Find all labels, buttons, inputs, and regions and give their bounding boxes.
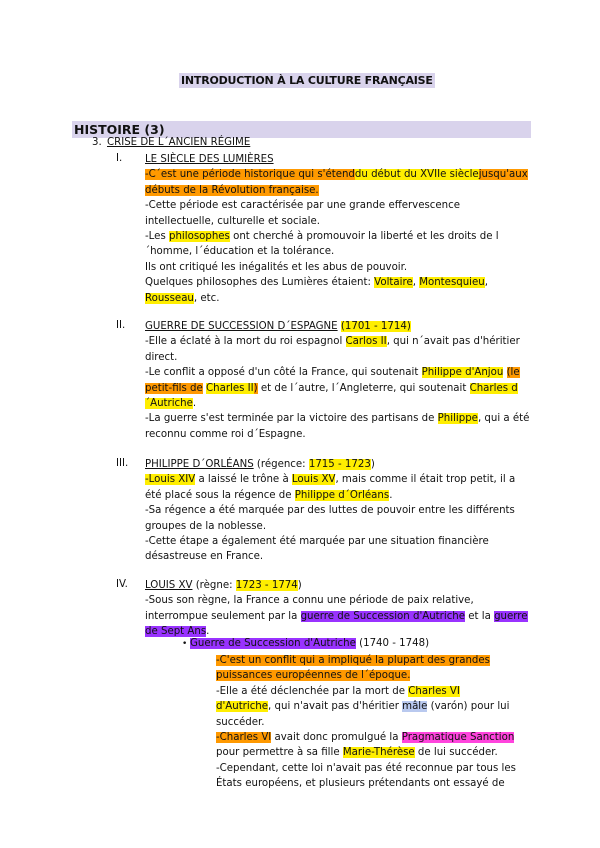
subsection-para-4: -Cependant, cette loi n'avait pas été reconnue par tous les États européens, et plusieurs prétendants ont essayé de [216,762,516,790]
section-ii-para-2: -Le conflit a opposé d'un côté la France, qui soutenait Philippe d'Anjou (le petit-fils de Charles II) et de l´autre, l´Angleterre, qui soutenait Charles d´Autriche. [145,367,520,410]
section-i-heading: LE SIÈCLE DES LUMIÈRES [145,154,274,165]
section-ii [145,319,530,442]
section-iii-heading: PHILIPPE D´ORLÉANS [145,459,254,470]
section-heading-histoire: HISTOIRE (3) [72,121,531,138]
section-i-para-1: -C´est une période historique qui s'étenddu début du XVIIe sièclejusqu'aux débuts de la Révolution française. [145,169,528,196]
section-iii-para-1: -Louis XIV a laissé le trône à Louis XV, mais comme il était trop petit, il a été placé sous la régence de Philippe d´Orléans. [145,474,516,501]
section-i-numeral: I. [116,153,123,164]
crise-title: CRISE DE L´ANCIEN RÉGIME [107,137,251,148]
document-title: INTRODUCTION À LA CULTURE FRANÇAISE [181,74,433,87]
section-iii: PHILIPPE D´ORLÉANS (régence: 1715 - 1723) -Louis XIV a laissé le trône à Louis XV, mais comme il était trop petit, il a été placé sous la régence de Philippe d´Orléans. -Sa régence a été marquée par des luttes de pouvoir entre les différents groupes de la noblesse. -Cette étape a également été marquée par une situation financière désastreuse en France. [145,457,530,565]
section-i-para-4: Ils ont critiqué les inégalités et les abus de pouvoir. [145,261,408,273]
subsection-crise [92,137,250,148]
subsection-date: (1740 - 1748) [355,638,430,649]
subsection-heading: Guerre de Succession d'Autriche [190,638,356,649]
section-i-para-2: -Cette période est caractérisée par une grande effervescence intellectuelle, culturelle et sociale. [145,200,460,227]
bullet-icon: • [182,639,188,649]
subsection-body [216,653,516,792]
section-ii-numeral: II. [116,320,126,331]
section-iii-para-2: -Sa régence a été marquée par des luttes de pouvoir entre les différents groupes de la noblesse. [145,505,515,532]
section-i [145,152,530,306]
section-ii-para-1: -Elle a éclaté à la mort du roi espagnol Carlos II, qui n´avait pas d'héritier direct. [145,336,520,363]
crise-number: 3. [92,137,102,148]
subsection-para-3: -Charles VI avait donc promulgué la Pragmatique Sanction pour permettre à sa fille Marie-Thérèse de lui succéder. [216,732,515,759]
section-ii-date: (1701 - 1714) [340,321,411,332]
section-iv-heading: LOUIS XV [145,580,193,591]
section-ii-heading: GUERRE DE SUCCESSION D´ESPAGNE [145,321,338,332]
section-iv-numeral: IV. [116,579,128,590]
section-iii-numeral: III. [116,458,129,469]
section-iii-date: 1715 - 1723 [308,459,371,470]
section-iii-para-3: -Cette étape a également été marquée par une situation financière désastreuse en France. [145,536,489,563]
section-i-para-5: Quelques philosophes des Lumières étaient: Voltaire, Montesquieu, Rousseau, etc. [145,277,488,304]
section-i-para-3: -Les philosophes ont cherché à promouvoir la liberté et les droits de l´homme, l´éducation et la tolérance. [145,231,499,258]
subsection-succession-autriche [182,638,429,649]
subsection-para-1: -C'est un conflit qui a impliqué la plupart des grandes puissances européennes de l´époque. [216,655,490,682]
subsection-para-2: -Elle a été déclenchée par la mort de Charles VI d'Autriche, qui n'avait pas d'héritier mâle (varón) pour lui succéder. [216,685,510,728]
section-ii-para-3: -La guerre s'est terminée par la victoire des partisans de Philippe, qui a été reconnu comme roi d´Espagne. [145,413,530,440]
section-iv: LOUIS XV (règne: 1723 - 1774) -Sous son règne, la France a connu une période de paix relative, interrompue seulement par la guerre de Succession d'Autriche et la guerre de Sept Ans. [145,578,530,640]
section-iv-para-1: -Sous son règne, la France a connu une période de paix relative, interrompue seulement par la guerre de Succession d'Autriche et la guerre de Sept Ans. [145,595,528,638]
section-iv-date: 1723 - 1774 [235,580,298,591]
